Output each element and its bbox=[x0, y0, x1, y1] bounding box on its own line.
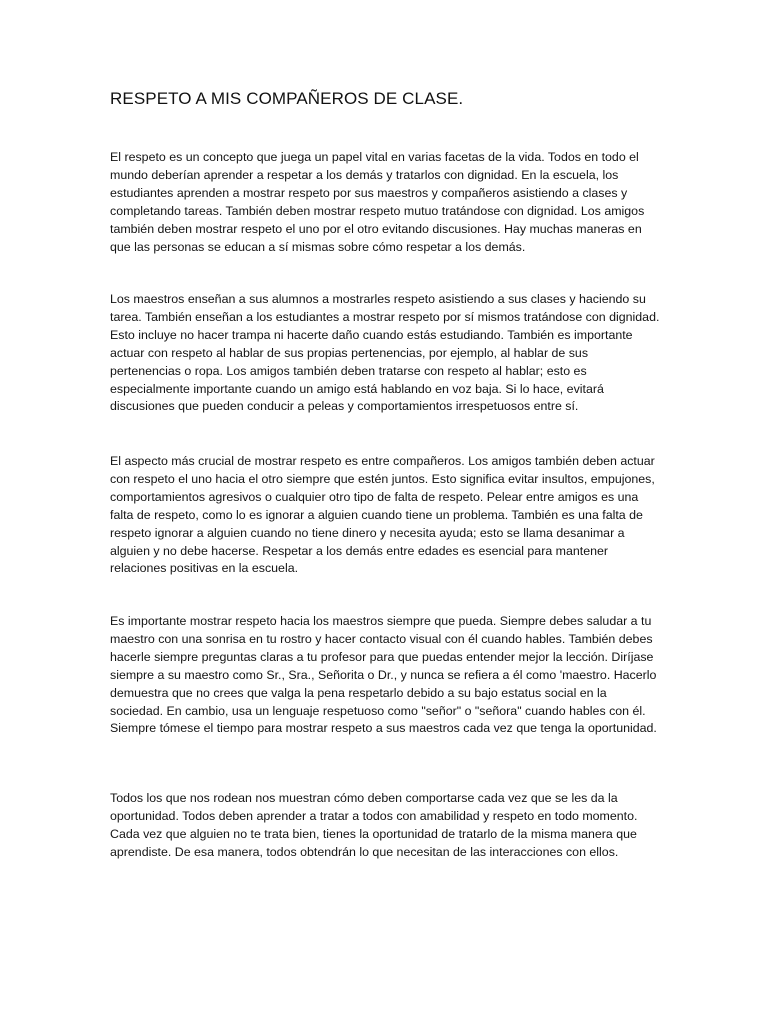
body-paragraph-5: Todos los que nos rodean nos muestran cómo deben comportarse cada vez que se les da la oportunidad. Todos deben aprender a tratar a todos con amabilidad y respeto en todo momento. Cada vez que alguien no te trata bien, tienes la oportunidad de tratarlo de la misma manera que aprendiste. De esa manera, todos obtendrán lo que necesitan de las interacciones con ellos. bbox=[110, 791, 638, 859]
body-paragraph-1: El respeto es un concepto que juega un papel vital en varias facetas de la vida. Todos en todo el mundo deberían aprender a respetar a los demás y tratarlos con dignidad. En la escuela, los estudiantes aprenden a mostrar respeto por sus maestros y compañeros asistiendo a clases y completando tareas. También deben mostrar respeto mutuo tratándose con dignidad. Los amigos también deben mostrar respeto el uno por el otro evitando discusiones. Hay muchas maneras en que las personas se educan a sí mismas sobre cómo respetar a los demás. bbox=[110, 150, 645, 254]
document-title: RESPETO A MIS COMPAÑEROS DE CLASE. bbox=[110, 89, 464, 108]
body-paragraph-3: El aspecto más crucial de mostrar respeto es entre compañeros. Los amigos también deben actuar con respeto el uno hacia el otro siempre que estén juntos. Esto significa evitar insultos, empujones, comportamientos agresivos o cualquier otro tipo de falta de respeto. Pelear entre amigos es una falta de respeto, como lo es ignorar a alguien cuando tiene un problema. También es una falta de respeto ignorar a alguien cuando no tiene dinero y necesita ayuda; esto se llama desanimar a alguien y no debe hacerse. Respetar a los demás entre edades es esencial para mantener relaciones positivas en la escuela. bbox=[110, 454, 655, 576]
body-paragraph-2: Los maestros enseñan a sus alumnos a mostrarles respeto asistiendo a sus clases y haciendo su tarea. También enseñan a los estudiantes a mostrar respeto por sí mismos tratándose con dignidad. Esto incluye no hacer trampa ni hacerte daño cuando estás estudiando. También es importante actuar con respeto al hablar de sus propias pertenencias, por ejemplo, al hablar de sus pertenencias o ropa. Los amigos también deben tratarse con respeto al hablar; esto es especialmente importante cuando un amigo está hablando en voz baja. Si lo hace, evitará discusiones que pueden conducir a peleas y comportamientos irrespetuosos entre sí. bbox=[110, 292, 660, 414]
body-paragraph-4: Es importante mostrar respeto hacia los maestros siempre que pueda. Siempre debes saludar a tu maestro con una sonrisa en tu rostro y hacer contacto visual con él cuando hables. También debes hacerle siempre preguntas claras a tu profesor para que puedas entender mejor la lección. Diríjase siempre a su maestro como Sr., Sra., Señorita o Dr., y nunca se refiera a él como 'maestro. Hacerlo demuestra que no crees que valga la pena respetarlo debido a su bajo estatus social en la sociedad. En cambio, usa un lenguaje respetuoso como "señor" o "señora" cuando hables con él. Siempre tómese el tiempo para mostrar respeto a sus maestros cada vez que tenga la oportunidad. bbox=[110, 614, 657, 736]
